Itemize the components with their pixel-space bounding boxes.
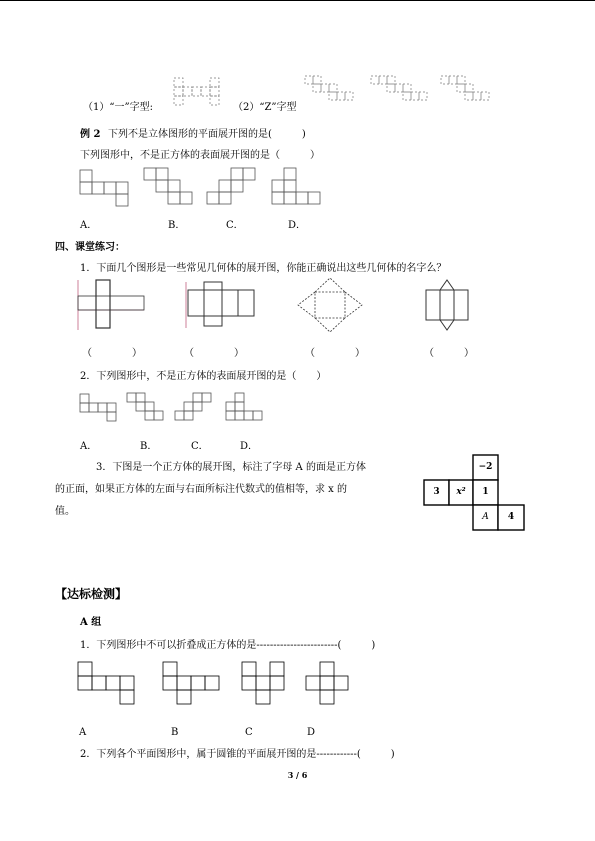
one-shape-net-figure	[170, 76, 230, 110]
q2-option-a: A．	[80, 441, 98, 452]
assessment-option-d: D	[307, 727, 316, 738]
assessment-heading: 【达标检测】	[55, 587, 128, 601]
example2-option-a-figure	[80, 170, 130, 206]
assessment-option-a-figure	[78, 662, 140, 708]
assessment-option-b: B	[171, 727, 179, 738]
net-face-top: −2	[478, 462, 493, 472]
assessment-option-a: A	[79, 727, 87, 738]
example2-option-b-figure	[144, 168, 194, 204]
q2-option-c-figure	[175, 393, 215, 423]
example2-option-b: B．	[168, 220, 186, 231]
q2-option-d: D．	[240, 441, 259, 452]
example2-option-a: A．	[80, 220, 98, 231]
section4-heading: 四、课堂练习：	[55, 242, 125, 253]
example2-option-d: D．	[288, 220, 307, 231]
net-face-center: 1	[482, 487, 489, 497]
z-shape-net-figure	[305, 72, 495, 108]
section4-q2: 2．下列图形中，不是正方体的表面展开图的是（ ）	[80, 371, 327, 382]
example2-subquestion: 下列图形中，不是正方体的表面展开图的是（ ）	[80, 150, 320, 161]
section4-q3-line1: 3．下图是一个正方体的展开图，标注了字母 A 的面是正方体	[96, 462, 366, 473]
prism-net-figure	[186, 282, 258, 330]
q2-option-d-figure	[226, 393, 266, 423]
q2-option-c: C．	[191, 441, 209, 452]
q1-blank-4[interactable]: （ ）	[424, 348, 474, 359]
assessment-option-c-figure	[242, 662, 292, 708]
triangular-prism-net-figure	[424, 280, 474, 330]
assessment-option-b-figure	[163, 662, 227, 708]
pyramid-net-figure	[296, 278, 366, 334]
net-face-left: 3	[433, 487, 440, 497]
type1-label: （1）“一”字型:	[83, 102, 153, 113]
type2-label: （2）“Z”字型	[233, 102, 297, 113]
example2-option-c-figure	[207, 168, 257, 204]
assessment-option-c: C	[245, 727, 253, 738]
section4-q1: 1．下面几个图形是一些常见几何体的展开图，你能正确说出这些几何体的名字么？	[80, 263, 447, 274]
example2-option-c: C．	[226, 220, 244, 231]
example2-label: 例 2	[80, 129, 101, 140]
top-rule	[0, 0, 595, 1]
cylinder-net-figure	[78, 280, 146, 332]
section4-q3-line3: 值。	[55, 506, 75, 517]
page-number: 3 / 6	[287, 770, 308, 780]
assessment-option-d-figure	[306, 662, 352, 708]
section4-q3-line2: 的正面，如果正方体的左面与右面所标注代数式的值相等，求 x 的	[55, 484, 347, 495]
net-face-a: A	[482, 512, 489, 522]
q1-blank-1[interactable]: （ ）	[82, 348, 142, 359]
example2-option-d-figure	[272, 168, 322, 204]
q2-option-b: B．	[140, 441, 158, 452]
q2-option-b-figure	[127, 393, 167, 423]
example2-question: 下列不是立体图形的平面展开图的是( )	[108, 129, 306, 140]
assessment-q1: 1．下列图形中不可以折叠成正方体的是------------------------( )	[80, 640, 376, 651]
q1-blank-3[interactable]: （ ）	[305, 348, 365, 359]
q1-blank-2[interactable]: （ ）	[184, 348, 244, 359]
assessment-q2: 2．下列各个平面图形中，属于圆锥的平面展开图的是------------( )	[80, 749, 395, 760]
assessment-group: A 组	[80, 617, 102, 628]
q2-option-a-figure	[80, 392, 120, 422]
net-face-right: 4	[507, 512, 515, 522]
net-face-x2: x²	[456, 487, 466, 497]
